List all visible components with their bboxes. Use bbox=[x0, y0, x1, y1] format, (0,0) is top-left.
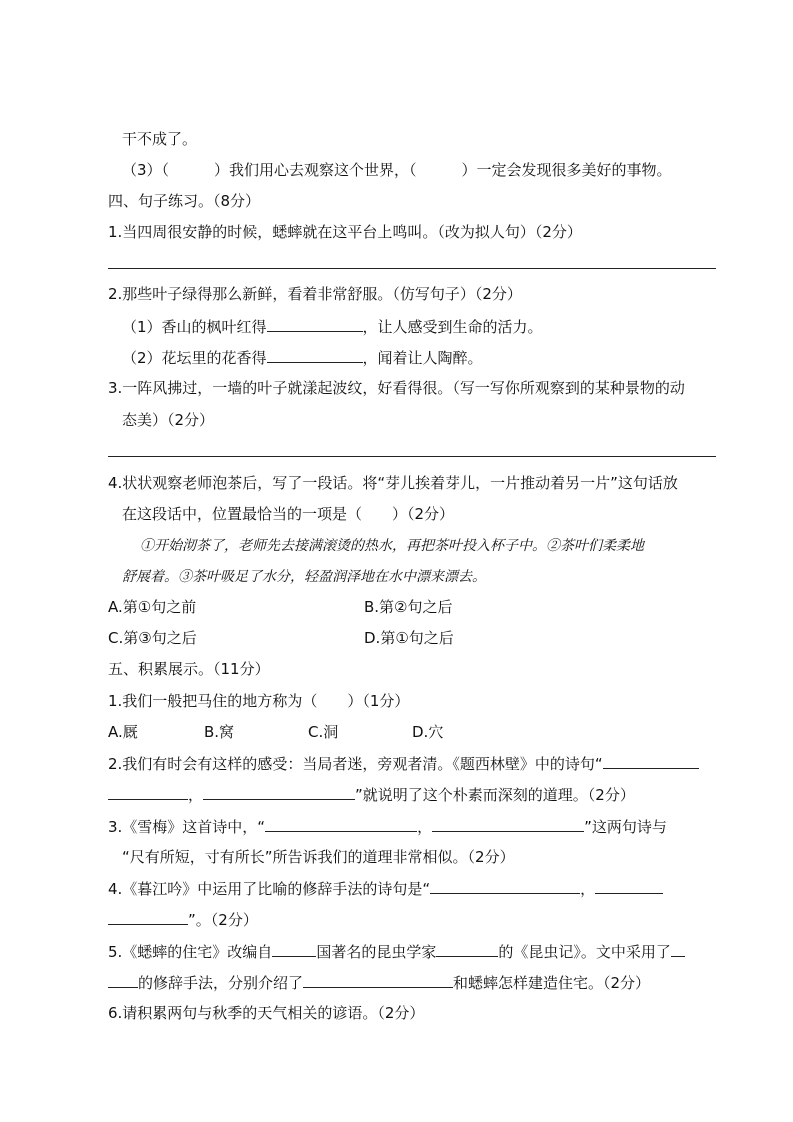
prompt-text: ，让人感受到生命的活力。 bbox=[362, 318, 543, 336]
s4-question-1: 1.当四周很安静的时候，蟋蟀就在这平台上鸣叫。（改为拟人句）（2分） bbox=[108, 223, 582, 241]
s4-question-2-2 bbox=[122, 346, 717, 369]
s5-question-6: 6.请积累两句与秋季的天气相关的谚语。（2分） bbox=[108, 1004, 425, 1022]
option-a[interactable]: A.第①句之前 bbox=[108, 598, 197, 616]
option-b[interactable]: B.第②句之后 bbox=[364, 598, 453, 616]
prompt-text: ， bbox=[188, 786, 204, 804]
option-c[interactable]: C.第③句之后 bbox=[108, 629, 197, 647]
s5-question-3-line-2: “尺有所短，寸有所长”所告诉我们的道理非常相似。（2分） bbox=[122, 848, 515, 866]
answer-blank[interactable] bbox=[436, 940, 498, 957]
s5-question-4-line-2 bbox=[108, 908, 717, 931]
prompt-text: 的修辞手法，分别介绍了 bbox=[138, 974, 304, 992]
s5-question-1: 1.我们一般把马住的地方称为（ ）（1分） bbox=[108, 692, 410, 710]
prompt-text: 2.我们有时会有这样的感受：当局者迷，旁观者清。《题西林壁》中的诗句“ bbox=[108, 755, 603, 773]
answer-blank[interactable] bbox=[267, 315, 363, 332]
s4-question-4-line-2: 在这段话中，位置最恰当的一项是（ ）（2分） bbox=[122, 505, 455, 523]
option-d[interactable]: D.穴 bbox=[412, 723, 444, 741]
answer-blank[interactable] bbox=[272, 940, 316, 957]
option-b[interactable]: B.窝 bbox=[204, 723, 235, 741]
continuation-line: 干不成了。 bbox=[122, 130, 198, 148]
s4-question-2: 2.那些叶子绿得那么新鲜，看着非常舒服。（仿写句子）（2分） bbox=[108, 285, 522, 303]
prompt-text: ”就说明了这个朴素而深刻的道理。（2分） bbox=[355, 786, 635, 804]
s5-question-5-line-2 bbox=[108, 971, 717, 994]
section-5-heading: 五、积累展示。（11分） bbox=[108, 660, 270, 678]
answer-blank[interactable] bbox=[303, 971, 453, 988]
prompt-text: 国著名的昆虫学家 bbox=[316, 943, 437, 961]
answer-blank[interactable] bbox=[603, 752, 699, 769]
prompt-text: 3.《雪梅》这首诗中，“ bbox=[108, 818, 266, 836]
answer-blank[interactable] bbox=[430, 877, 580, 894]
prompt-text: 和蟋蟀怎样建造住宅。（2分） bbox=[453, 974, 651, 992]
prompt-text: 的《昆虫记》。文中采用了 bbox=[498, 943, 671, 961]
s5-question-5-line-1 bbox=[108, 940, 717, 963]
answer-blank[interactable] bbox=[108, 783, 188, 800]
s4-question-4-line-1: 4.状状观察老师泡茶后，写了一段话。将“芽儿挨着芽儿，一片推动着另一片”这句话放 bbox=[108, 474, 678, 492]
answer-blank[interactable] bbox=[203, 783, 355, 800]
s5-question-2-line-1 bbox=[108, 752, 717, 775]
option-c[interactable]: C.洞 bbox=[308, 723, 339, 741]
prompt-text: ”这两句诗与 bbox=[584, 818, 667, 836]
prompt-text: 5.《蟋蟀的住宅》改编自 bbox=[108, 943, 273, 961]
s4-question-3-line-2: 态美）（2分） bbox=[122, 411, 215, 429]
s5-question-3-line-1 bbox=[108, 815, 717, 838]
prompt-text: ， bbox=[417, 818, 433, 836]
s4-question-2-1 bbox=[122, 315, 717, 338]
answer-blank[interactable] bbox=[595, 877, 663, 894]
question-3-3: （3）（ ）我们用心去观察这个世界，（ ）一定会发现很多美好的事物。 bbox=[122, 161, 672, 179]
option-a[interactable]: A.厩 bbox=[108, 723, 138, 741]
option-d[interactable]: D.第①句之后 bbox=[364, 629, 454, 647]
passage-line-1: ①开始沏茶了，老师先去接满滚烫的热水，再把茶叶投入杯子中。②茶叶们柔柔地 bbox=[140, 538, 644, 554]
answer-line[interactable] bbox=[108, 456, 716, 457]
answer-blank[interactable] bbox=[108, 908, 188, 925]
prompt-text: ，闻着让人陶醉。 bbox=[362, 349, 483, 367]
answer-blank[interactable] bbox=[671, 940, 685, 957]
s5-question-4-line-1 bbox=[108, 877, 717, 900]
s4-question-3-line-1: 3.一阵风拂过，一墙的叶子就漾起波纹，好看得很。（写一写你所观察到的某种景物的动 bbox=[108, 379, 685, 397]
prompt-text: （1）香山的枫叶红得 bbox=[122, 318, 267, 336]
prompt-text: 4.《暮江吟》中运用了比喻的修辞手法的诗句是“ bbox=[108, 880, 431, 898]
section-4-heading: 四、句子练习。（8分） bbox=[108, 192, 261, 210]
s5-question-2-line-2 bbox=[108, 783, 717, 806]
prompt-text: ， bbox=[580, 880, 596, 898]
passage-line-2: 舒展着。③茶叶吸足了水分，轻盈润泽地在水中漂来漂去。 bbox=[122, 569, 486, 585]
answer-blank[interactable] bbox=[267, 346, 363, 363]
prompt-text: ”。（2分） bbox=[188, 911, 258, 929]
answer-blank[interactable] bbox=[432, 815, 584, 832]
answer-blank[interactable] bbox=[108, 971, 138, 988]
answer-blank[interactable] bbox=[265, 815, 417, 832]
prompt-text: （2）花坛里的花香得 bbox=[122, 349, 267, 367]
answer-line[interactable] bbox=[108, 268, 716, 269]
